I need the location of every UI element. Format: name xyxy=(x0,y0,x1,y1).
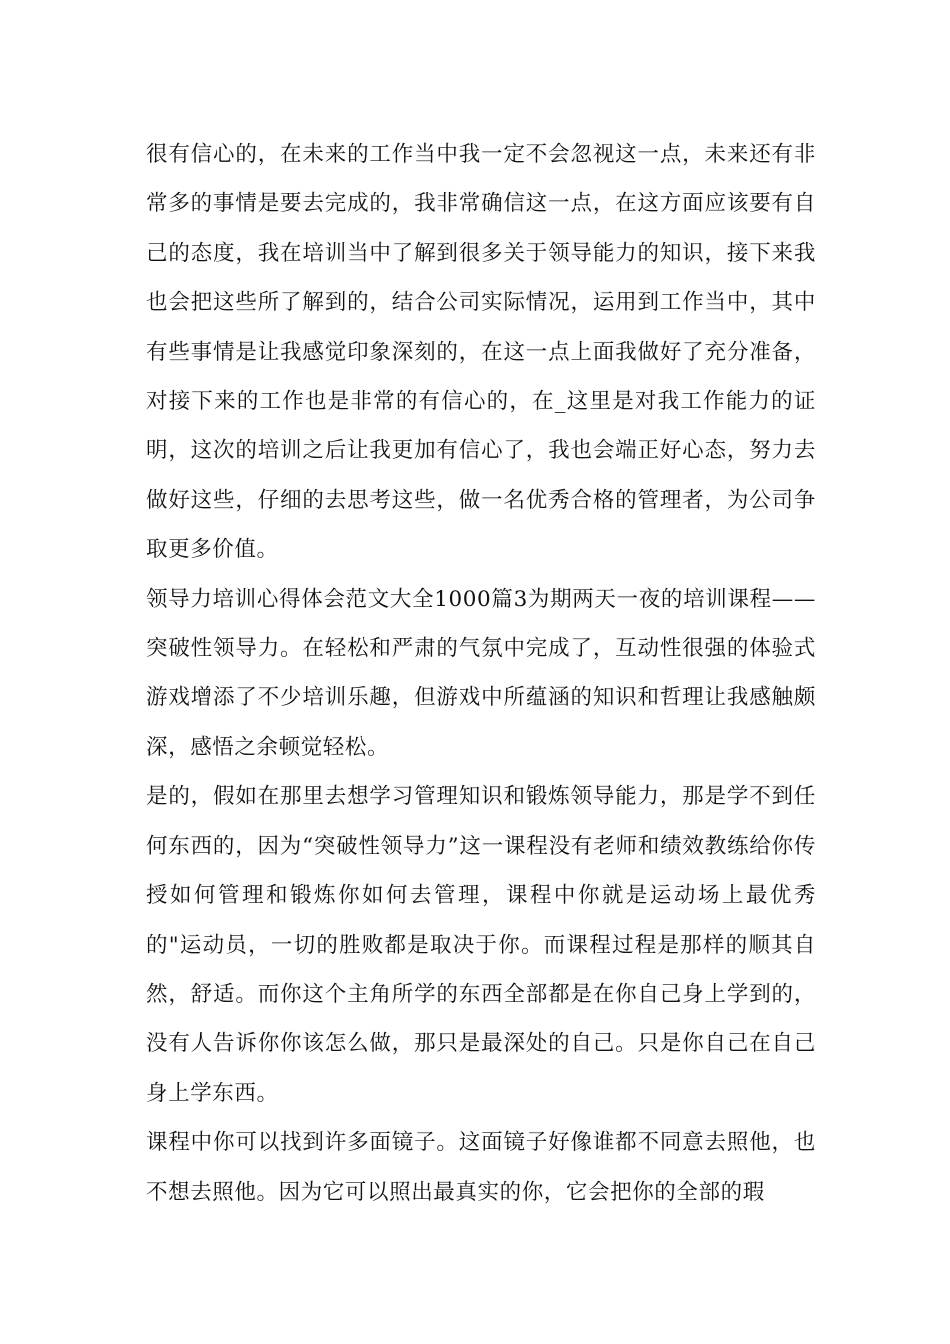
paragraph-4: 课程中你可以找到许多面镜子。这面镜子好像谁都不同意去照他，也不想去照他。因为它可以照出最真实的你，它会把你的全部的瑕 xyxy=(146,1130,816,1205)
paragraph-1: 很有信心的，在未来的工作当中我一定不会忽视这一点，未来还有非常多的事情是要去完成的，我非常确信这一点，在这方面应该要有自己的态度，我在培训当中了解到很多关于领导能力的知识，接下来我也会把这些所了解到的，结合公司实际情况，运用到工作当中，其中有些事情是让我感觉印象深刻的，在这一点上面我做好了充分准备，对接下来的工作也是非常的有信心的，在_这里是对我工作能力的证明，这次的培训之后让我更加有信心了，我也会端正好心态，努力去做好这些，仔细的去思考这些，做一名优秀合格的管理者，为公司争取更多价值。 xyxy=(146,142,816,563)
paragraph-3: 是的，假如在那里去想学习管理知识和锻炼领导能力，那是学不到任何东西的，因为“突破性领导力”这一课程没有老师和绩效教练给你传授如何管理和锻炼你如何去管理，课程中你就是运动场上最优秀的"运动员，一切的胜败都是取决于你。而课程过程是那样的顺其自然，舒适。而你这个主角所学的东西全部都是在你自己身上学到的，没有人告诉你你该怎么做，那只是最深处的自己。只是你自己在自己身上学东西。 xyxy=(146,784,816,1106)
document-body xyxy=(146,130,816,1217)
paragraph-2: 领导力培训心得体会范文大全1000篇3为期两天一夜的培训课程——突破性领导力。在轻松和严肃的气氛中完成了，互动性很强的体验式游戏增添了不少培训乐趣，但游戏中所蕴涵的知识和哲理让我感触颇深，感悟之余顿觉轻松。 xyxy=(146,586,816,760)
